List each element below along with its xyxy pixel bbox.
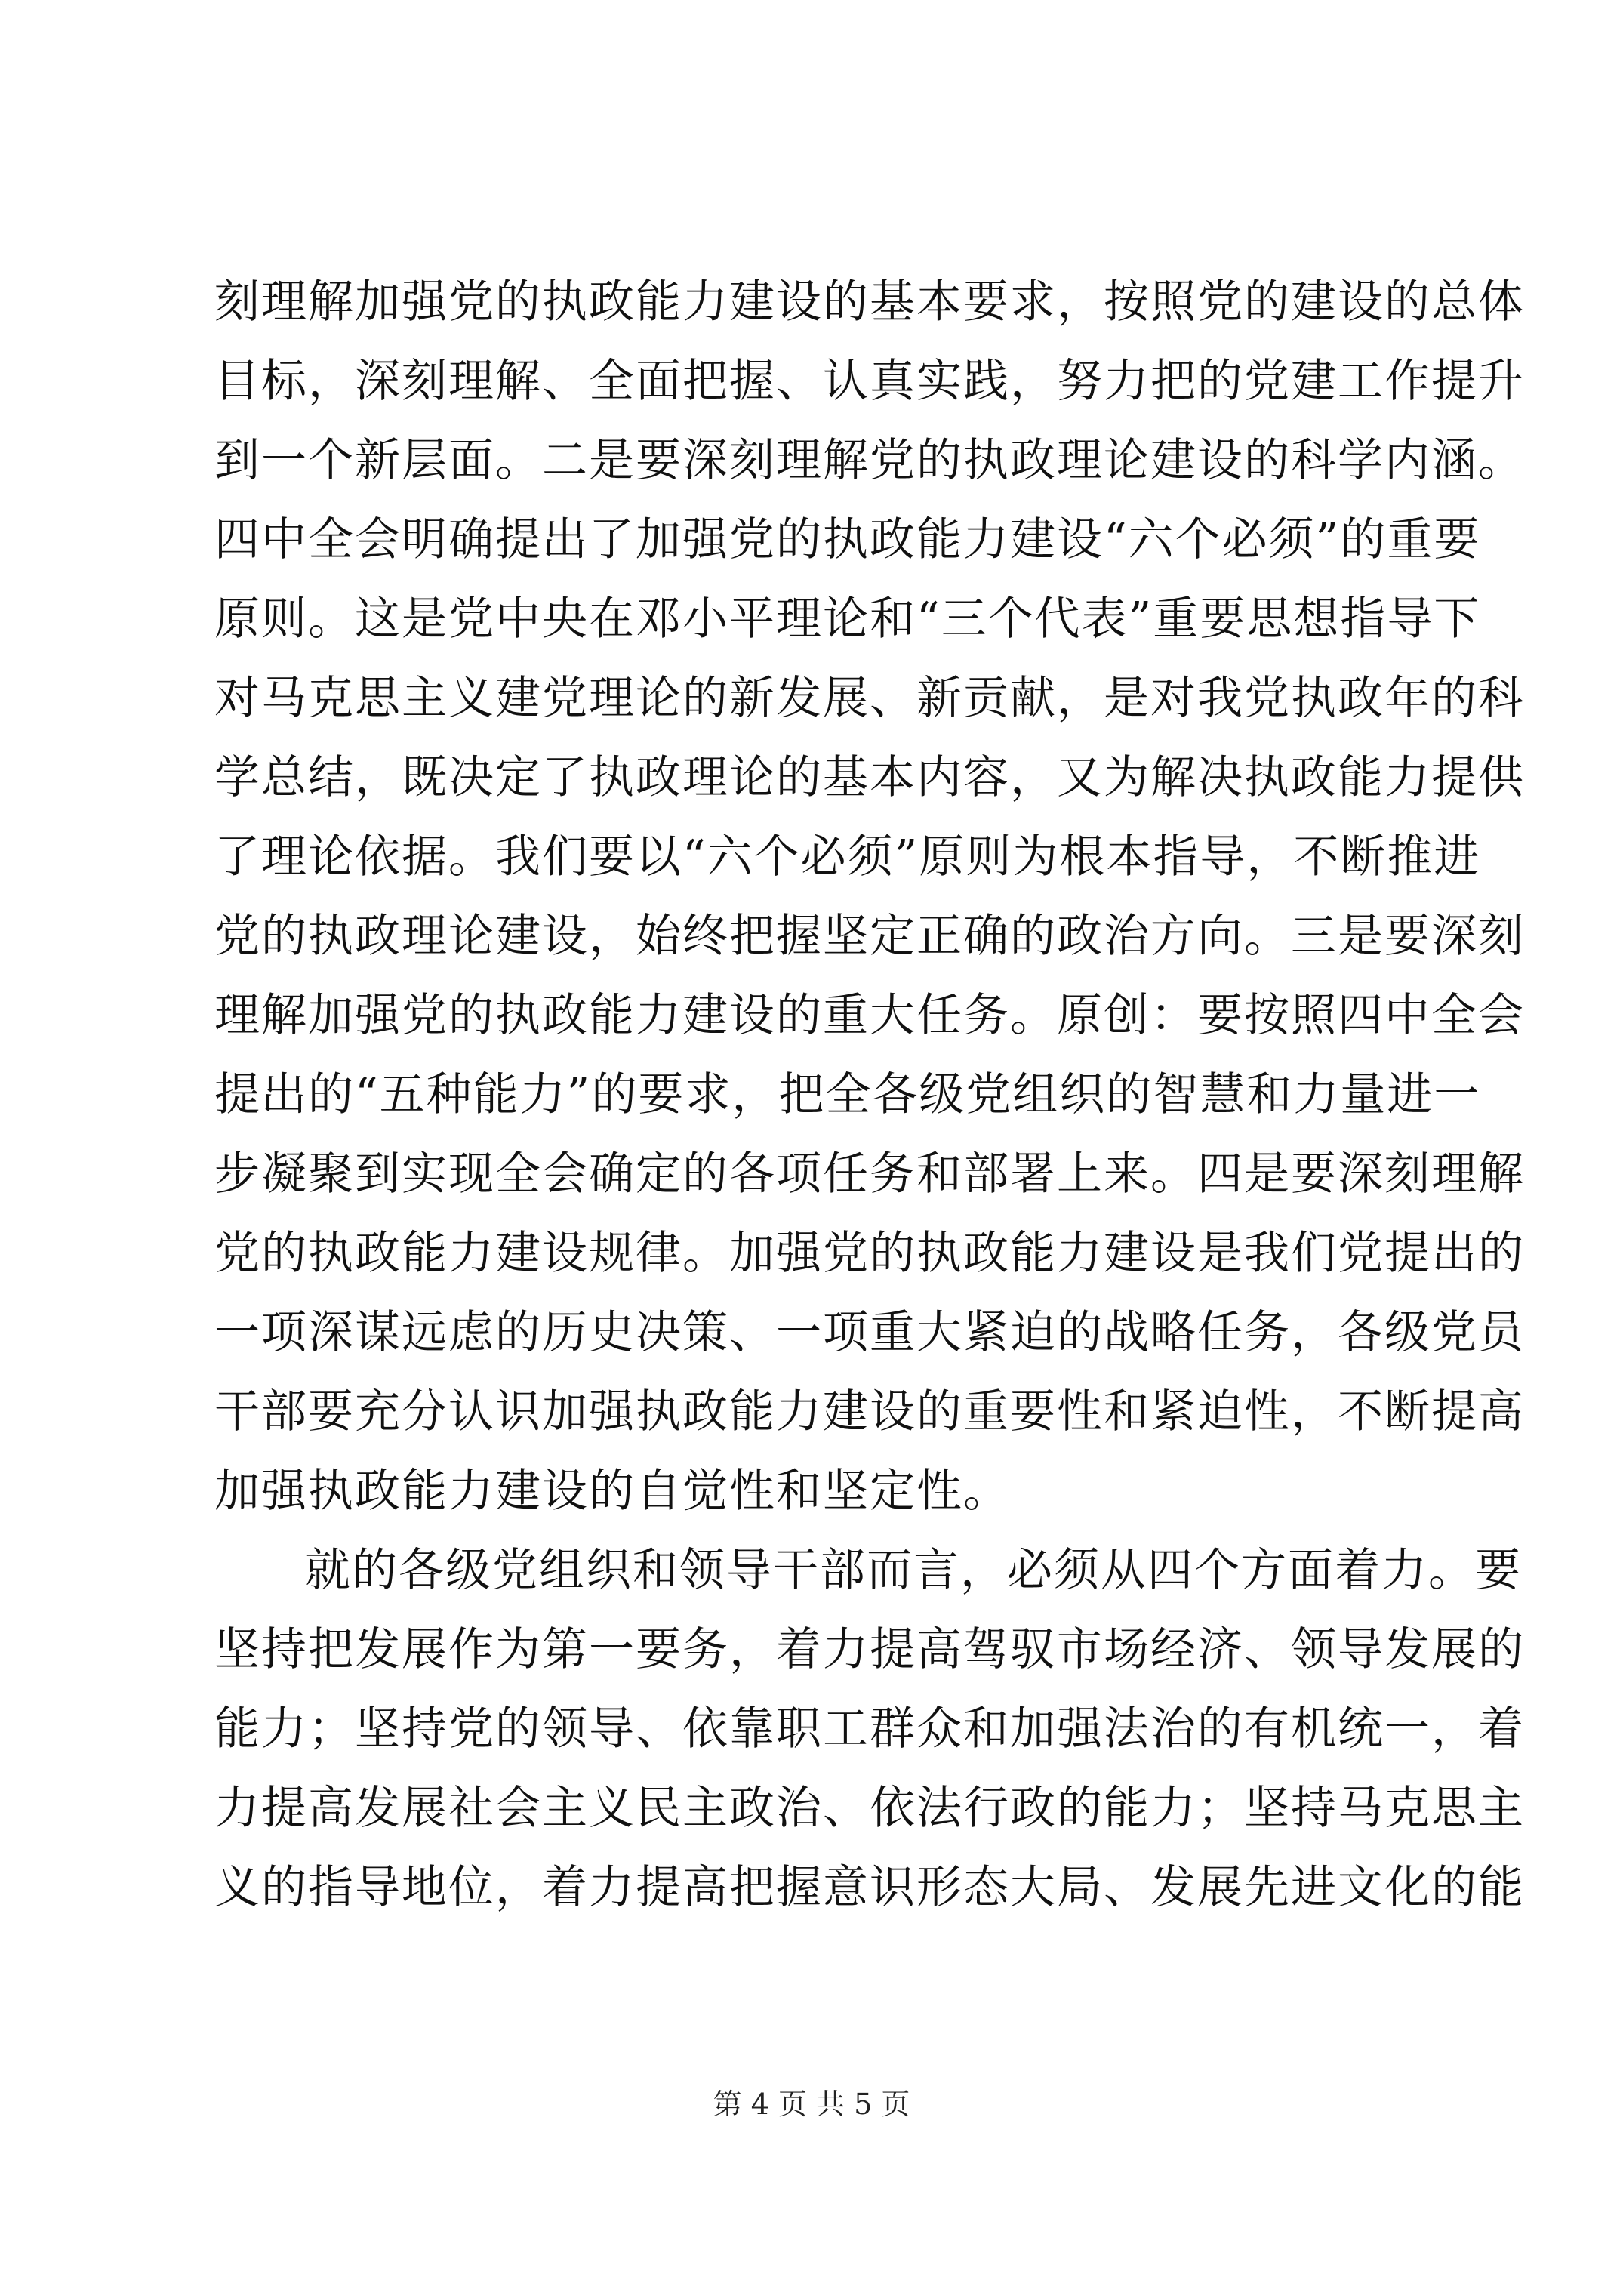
text-line: 到一个新层面。二是要深刻理解党的执政理论建设的科学内涵。 <box>214 434 1525 487</box>
text-line: 提出的“五种能力”的要求，把全各级党组织的智慧和力量进一 <box>214 1068 1481 1121</box>
text-line: 义的指导地位，着力提高把握意识形态大局、发展先进文化的能 <box>214 1861 1525 1914</box>
text-line: 目标，深刻理解、全面把握、认真实践，努力把的党建工作提升 <box>214 355 1525 408</box>
text-line: 了理论依据。我们要以“六个必须”原则为根本指导，不断推进 <box>214 831 1481 883</box>
text-line: 党的执政理论建设，始终把握坚定正确的政治方向。三是要深刻 <box>214 910 1525 963</box>
text-line: 加强执政能力建设的自觉性和坚定性。 <box>214 1465 1010 1518</box>
paragraph-first-line: 就的各级党组织和领导干部而言，必须从四个方面着力。要 <box>305 1544 1522 1597</box>
text-line: 对马克思主义建党理论的新发展、新贡献，是对我党执政年的科 <box>214 672 1525 725</box>
text-line: 坚持把发展作为第一要务，着力提高驾驭市场经济、领导发展的 <box>214 1623 1525 1676</box>
text-line: 原则。这是党中央在邓小平理论和“三个代表”重要思想指导下 <box>214 593 1481 646</box>
text-line: 力提高发展社会主义民主政治、依法行政的能力；坚持马克思主 <box>214 1782 1525 1835</box>
document-body <box>214 263 1525 1928</box>
text-line: 四中全会明确提出了加强党的执政能力建设“六个必须”的重要 <box>214 513 1481 566</box>
text-line: 能力；坚持党的领导、依靠职工群众和加强法治的有机统一，着 <box>214 1703 1525 1755</box>
text-line: 干部要充分认识加强执政能力建设的重要性和紧迫性，不断提高 <box>214 1385 1525 1438</box>
text-line: 步凝聚到实现全会确定的各项任务和部署上来。四是要深刻理解 <box>214 1148 1525 1200</box>
text-line: 一项深谋远虑的历史决策、一项重大紧迫的战略任务，各级党员 <box>214 1306 1525 1359</box>
text-line: 党的执政能力建设规律。加强党的执政能力建设是我们党提出的 <box>214 1227 1525 1280</box>
page-number-footer: 第 4 页 共 5 页 <box>713 2088 910 2121</box>
text-line: 刻理解加强党的执政能力建设的基本要求，按照党的建设的总体 <box>214 276 1525 328</box>
text-line: 学总结，既决定了执政理论的基本内容，又为解决执政能力提供 <box>214 751 1525 804</box>
text-line: 理解加强党的执政能力建设的重大任务。原创：要按照四中全会 <box>214 989 1525 1042</box>
